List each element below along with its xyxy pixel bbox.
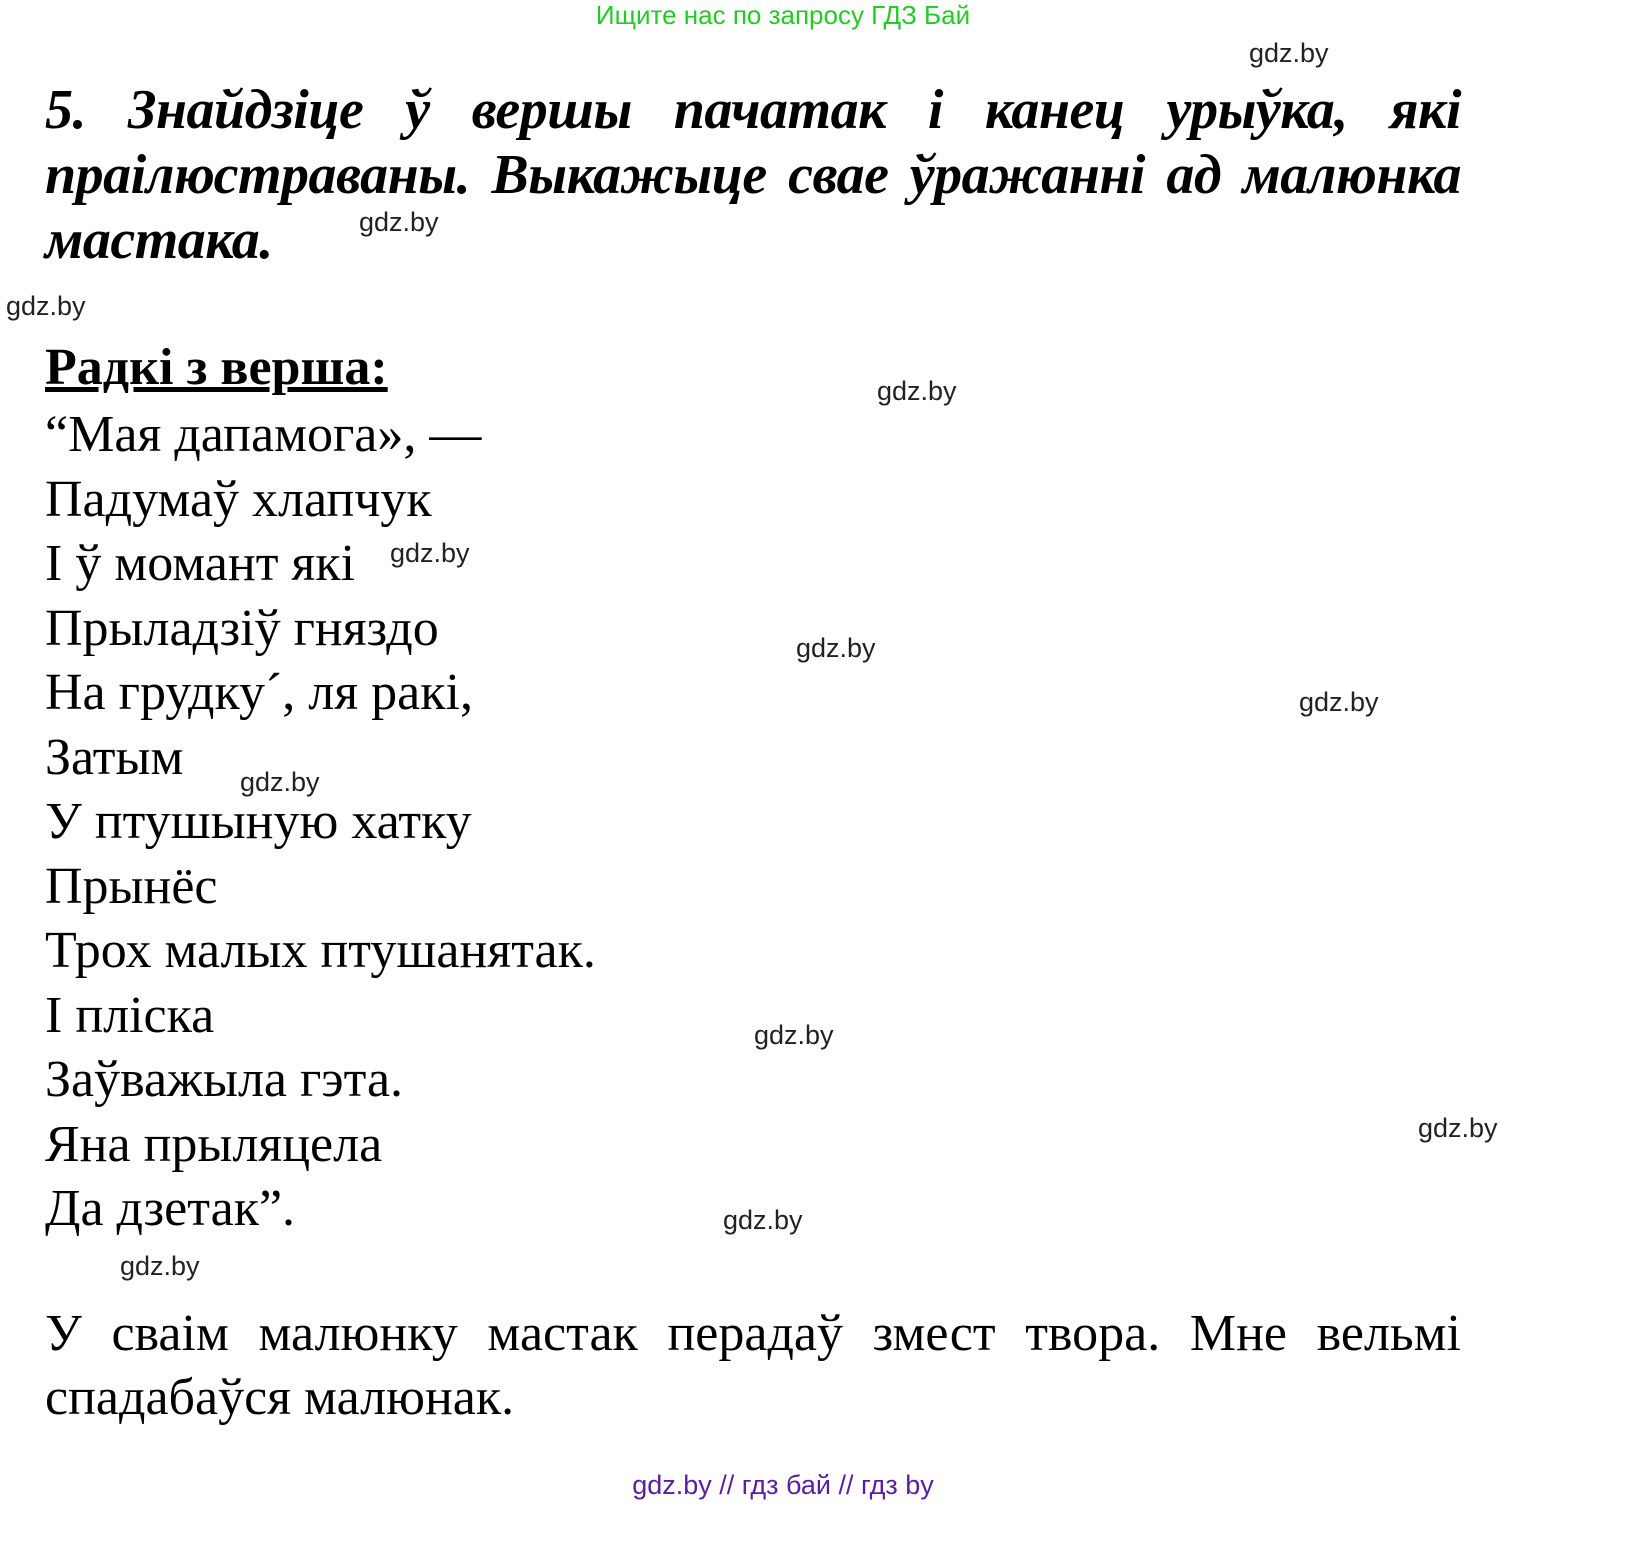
poem-line: Трох малых птушанятак. <box>45 922 596 979</box>
watermark: gdz.by <box>796 633 876 663</box>
conclusion-text: У сваім малюнку мастак перадаў змест твора. Мне вельмі спадабаўся малюнак. <box>45 1305 1461 1426</box>
watermark: gdz.by <box>240 767 320 797</box>
watermark: gdz.by <box>6 291 86 321</box>
section-heading: Радкі з верша: <box>45 339 388 396</box>
watermark: gdz.by <box>1249 38 1329 68</box>
poem-line: І ў момант які <box>45 535 356 592</box>
task-prompt: 5. Знайдзіце ў вершы пачатак і канец урыўка, які праілюстраваны. Выкажыце свае ўражанні ад малюнка мастака. <box>45 79 1461 271</box>
poem-line: Прыладзіў гняздо <box>45 599 439 657</box>
watermark: gdz.by <box>1299 687 1379 717</box>
poem-line: У птушыную хатку <box>45 793 472 850</box>
poem-line: “Мая дапамога», — <box>45 406 482 463</box>
footer-links: gdz.by // гдз бай // гдз by <box>632 1470 934 1500</box>
watermark: gdz.by <box>723 1205 803 1235</box>
watermark: gdz.by <box>120 1251 200 1281</box>
poem-line: Заўважыла гэта. <box>45 1051 404 1108</box>
watermark: gdz.by <box>877 376 957 406</box>
poem-line: Падумаў хлапчук <box>45 470 432 528</box>
watermark: gdz.by <box>754 1020 834 1050</box>
search-banner: Ищите нас по запросу ГДЗ Бай <box>595 0 971 30</box>
watermark: gdz.by <box>390 538 470 568</box>
poem-line: На грудку´, ля ракі, <box>45 664 473 721</box>
poem-line: Затым <box>45 728 184 786</box>
poem-line: Яна прыляцела <box>45 1115 383 1173</box>
poem-line: Да дзетак”. <box>45 1180 296 1237</box>
poem-line: І пліска <box>45 986 215 1044</box>
watermark: gdz.by <box>1418 1113 1498 1143</box>
poem-lines <box>45 403 596 1242</box>
watermark: gdz.by <box>359 207 439 237</box>
poem-line: Прынёс <box>45 857 218 915</box>
